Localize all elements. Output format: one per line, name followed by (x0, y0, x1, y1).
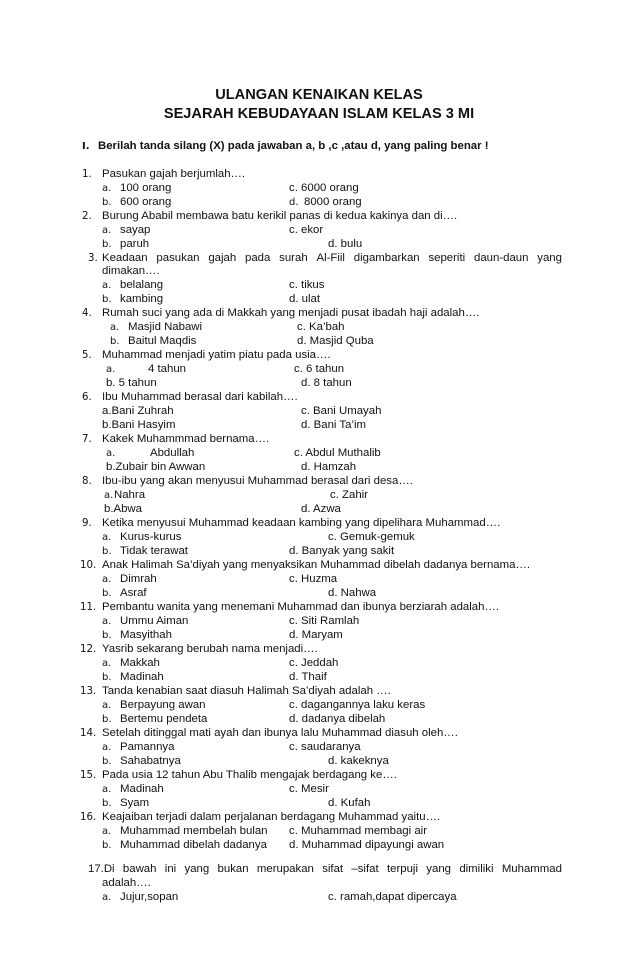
option-a: Dimrah (120, 573, 157, 585)
question-number: 10. (80, 560, 97, 571)
question-number: 14. (80, 728, 97, 739)
option-label-b: b. (110, 336, 120, 347)
option-label-a: a. (102, 658, 112, 669)
option-label-a: a. (102, 784, 112, 795)
option-a: belalang (120, 279, 164, 291)
option-b: paruh (120, 238, 150, 250)
option-label-b: b. (102, 588, 112, 599)
option-a: Jujur,sopan (120, 891, 179, 903)
option-a: sayap (120, 224, 151, 236)
option-c: c. Zahir (330, 489, 368, 501)
question-text: Keajaiban terjadi dalam perjalanan berdagang Muhammad yaitu…. (102, 811, 441, 823)
option-d: 8000 orang (304, 196, 362, 208)
option-c: c. dagangannya laku keras (289, 699, 426, 711)
option-label-b: b. (102, 756, 112, 767)
option-d: d. Maryam (289, 629, 343, 641)
question-text: Ketika menyusui Muhammad keadaan kambing yang dipelihara Muhammad…. (102, 517, 501, 529)
option-label-a: a. (104, 490, 114, 501)
option-c: c. Bani Umayah (301, 405, 382, 417)
option-b: Baitul Maqdis (128, 335, 197, 347)
option-a: Pamannya (120, 741, 175, 753)
question-number: 12. (80, 644, 97, 655)
option-b: Masyithah (120, 629, 172, 641)
option-b: Sahabatnya (120, 755, 181, 767)
option-label-b: b. (102, 672, 112, 683)
option-label-b: b. (102, 197, 112, 208)
question-number: 16. (80, 812, 97, 823)
question-text: Ibu-ibu yang akan menyusui Muhammad berasal dari desa…. (102, 475, 413, 487)
option-a: Kurus-kurus (120, 531, 182, 543)
option-b: 600 orang (120, 196, 172, 208)
option-a: Nahra (114, 489, 146, 501)
question-text-continued: adalah…. (102, 877, 151, 889)
option-d: d. Bani Ta’im (301, 419, 366, 431)
option-d: d. bulu (328, 238, 363, 250)
question-text: Rumah suci yang ada di Makkah yang menjadi pusat ibadah haji adalah…. (102, 307, 480, 319)
option-c: c. Jeddah (289, 657, 339, 669)
question-text: Setelah ditinggal mati ayah dan ibunya lalu Muhammad diasuh oleh…. (102, 727, 458, 739)
option-c: c. Gemuk-gemuk (328, 531, 415, 543)
option-label-a: a. (102, 183, 112, 194)
option-c: c. Ka’bah (297, 321, 345, 333)
question-text: Ibu Muhammad berasal dari kabilah…. (102, 391, 298, 403)
question-number: 6. (82, 392, 92, 403)
exam-subtitle: SEJARAH KEBUDAYAAN ISLAM KELAS 3 MI (163, 106, 475, 122)
option-label-a: a. (102, 742, 112, 753)
option-d: d. ulat (289, 293, 321, 305)
question-number: 9. (82, 518, 92, 529)
question-text: Pada usia 12 tahun Abu Thalib mengajak berdagang ke…. (102, 769, 397, 781)
option-c: c. Siti Ramlah (289, 615, 360, 627)
option-d: d. dadanya dibelah (289, 713, 386, 725)
option-a: 4 tahun (148, 363, 187, 375)
question-number: 8. (82, 476, 92, 487)
option-label-b: b. (102, 239, 112, 250)
question-number: 13. (80, 686, 97, 697)
question-number: 3. (88, 253, 98, 264)
section-number: I. (82, 141, 90, 152)
question-text: 17.Di bawah ini yang bukan merupakan sifat –sifat terpuji yang dimiliki Muhammad (88, 863, 562, 875)
option-a: Berpayung awan (120, 699, 206, 711)
option-label-b: b. (102, 798, 112, 809)
option-label-b: b. (102, 294, 112, 305)
exam-page: ULANGAN KENAIKAN KELAS SEJARAH KEBUDAYAAN ISLAM KELAS 3 MI I. Berilah tanda silang (X) pada jawaban a, b ,c ,atau d, yang paling benar ! 1. Pasukan gajah berjumlah…. a. 100 orang c. 6000 orang b. 600 orang d. 8000 orang 2. Burung Ababil membawa batu kerikil panas di kedua kakinya dan di…. a. sayap c. ekor b. paruh d. bulu 3. Keadaan pasukan gajah pada surah Al-Fiil digambarkan seperiti daun-daun yang dimakan…. a. belalang c. tikus b. kambing d. ulat 4. Rumah suci yang ada di Makkah yang menjadi pusat ibadah haji adalah…. a. Masjid Nabawi c. Ka’bah b. Baitul Maqdis d. Masjid Quba 5. Muhammad menjadi yatim piatu pada usia…. a. 4 tahun c. 6 tahun b. 5 tahun d. 8 tahun 6. Ibu Muhammad berasal dari kabilah…. a.Bani Zuhrah c. Bani Umayah b.Bani Hasyim d. Bani Ta’im 7. Kakek Muhammmad bernama…. a. Abdullah c. Abdul Muthalib b.Zubair bin Awwan d. Hamzah 8. Ibu-ibu yang akan menyusui Muhammad berasal dari desa…. a. Nahra c. Zahir b.Abwa d. Azwa 9. Ketika menyusui Muhammad keadaan kambing yang dipelihara Muhammad…. a. Kurus-kurus c. Gemuk-gemuk b. Tidak terawat d. Banyak yang sakit 10. Anak Halimah Sa’diyah yang menyaksikan Muhammad dibelah dadanya bernama…. a. Dimrah c. Huzma b. Asraf d. Nahwa 11. Pembantu wanita yang menemani Muhammad dan ibunya berziarah adalah…. a. Ummu Aiman c. Siti Ramlah b. Masyithah d. Maryam 12. Yasrib sekarang berubah nama menjadi…. a. Makkah c. Jeddah b. Madinah d. Thaif 13. Tanda kenabian saat diasuh Halimah Sa’diyah adalah …. a. Berpayung awan c. dagangannya laku keras b. Bertemu pendeta d. dadanya dibelah 14. Setelah ditinggal mati ayah dan ibunya lalu Muhammad diasuh oleh…. a. Pamannya c. saudaranya b. Sahabatnya d. kakeknya 15. Pada usia 12 tahun Abu Thalib mengajak berdagang ke…. a. Madinah c. Mesir b. Syam d. Kufah 16. Keajaiban terjadi dalam perjalanan berdagang Muhammad yaitu…. a. Muhammad membelah bulan c. Muhammad membagi air b. Muhammad dibelah dadanya d. Muhammad dipayungi awan 17.Di bawah ini yang bukan merupakan sifat –sifat terpuji yang dimiliki Muhammad adalah…. a. Jujur,sopan c. ramah,dapat dipercaya (0, 0, 638, 979)
option-d: d. Masjid Quba (297, 335, 374, 347)
option-a: Makkah (120, 657, 160, 669)
option-c: c. 6 tahun (294, 363, 345, 375)
option-d: d. 8 tahun (301, 377, 352, 389)
question-number: 7. (82, 434, 92, 445)
option-label-a: a. (102, 700, 112, 711)
question-number: 2. (82, 211, 92, 222)
option-d: d. Hamzah (301, 461, 357, 473)
option-d: d. Banyak yang sakit (289, 545, 395, 557)
option-d: d. Kufah (328, 797, 371, 809)
question-number: 5. (82, 350, 92, 361)
option-label-b: b. (102, 840, 112, 851)
option-a: 100 orang (120, 182, 172, 194)
option-c: c. saudaranya (289, 741, 361, 753)
option-label-b: b. (102, 714, 112, 725)
option-b: Tidak terawat (120, 545, 188, 557)
option-c: c. Huzma (289, 573, 338, 585)
option-b: b. 5 tahun (106, 377, 157, 389)
option-label-a: a. (102, 574, 112, 585)
option-label-b: b. (102, 546, 112, 557)
option-c: c. Abdul Muthalib (294, 447, 381, 459)
option-d: d. Muhammad dipayungi awan (289, 839, 445, 851)
question-text: Anak Halimah Sa’diyah yang menyaksikan Muhammad dibelah dadanya bernama…. (102, 559, 531, 571)
option-label-a: a. (106, 448, 116, 459)
option-b: Muhammad dibelah dadanya (120, 839, 267, 851)
option-c: c. Mesir (289, 783, 329, 795)
option-a: Ummu Aiman (120, 615, 189, 627)
question-text: Pasukan gajah berjumlah…. (102, 168, 246, 180)
option-d: d. kakeknya (328, 755, 389, 767)
question-text: Tanda kenabian saat diasuh Halimah Sa’diyah adalah …. (102, 685, 391, 697)
instruction (82, 140, 489, 152)
option-label-a: a. (102, 225, 112, 236)
question-text: Kakek Muhammmad bernama…. (102, 433, 270, 445)
option-c: c. Muhammad membagi air (289, 825, 428, 837)
option-b: Asraf (120, 587, 147, 599)
option-c: c. 6000 orang (289, 182, 359, 194)
question-text: Pembantu wanita yang menemani Muhammad dan ibunya berziarah adalah…. (102, 601, 500, 613)
question-text-continued: dimakan…. (102, 265, 160, 277)
question-text: Yasrib sekarang berubah nama menjadi…. (102, 643, 318, 655)
option-b: Syam (120, 797, 150, 809)
option-b: kambing (120, 293, 164, 305)
option-label-b: b. (102, 630, 112, 641)
option-b: b.Zubair bin Awwan (106, 461, 206, 473)
question-text: Keadaan pasukan gajah pada surah Al-Fiil digambarkan seperiti daun-daun yang (102, 252, 562, 264)
option-label-a: a. (102, 892, 112, 903)
option-c: c. tikus (289, 279, 325, 291)
question-number: 4. (82, 308, 92, 319)
question-number: 11. (80, 602, 97, 613)
option-label-a: a. (106, 364, 116, 375)
question-number: 15. (80, 770, 97, 781)
question-text: Burung Ababil membawa batu kerikil panas di kedua kakinya dan di…. (102, 210, 458, 222)
option-b: Bertemu pendeta (120, 713, 208, 725)
option-label-a: a. (102, 280, 112, 291)
option-d: d. Azwa (301, 503, 341, 515)
question-number: 1. (82, 169, 92, 180)
option-a: Masjid Nabawi (128, 321, 203, 333)
option-b: b.Abwa (104, 503, 142, 515)
option-b: Madinah (120, 671, 164, 683)
option-d: d. Thaif (289, 671, 327, 683)
question-text: Muhammad menjadi yatim piatu pada usia…. (102, 349, 331, 361)
option-c: c. ekor (289, 224, 324, 236)
option-a: Madinah (120, 783, 164, 795)
option-d: d. Nahwa (328, 587, 377, 599)
instruction-text: Berilah tanda silang (X) pada jawaban a, b ,c ,atau d, yang paling benar ! (98, 140, 489, 152)
option-a: a.Bani Zuhrah (102, 405, 174, 417)
option-c: c. ramah,dapat dipercaya (328, 891, 457, 903)
exam-title: ULANGAN KENAIKAN KELAS (215, 87, 423, 103)
option-a: Abdullah (150, 447, 195, 459)
option-b: b.Bani Hasyim (102, 419, 176, 431)
option-label-a: a. (102, 616, 112, 627)
option-a: Muhammad membelah bulan (120, 825, 268, 837)
option-label-a: a. (102, 532, 112, 543)
option-label-a: a. (102, 826, 112, 837)
option-label-a: a. (110, 322, 120, 333)
